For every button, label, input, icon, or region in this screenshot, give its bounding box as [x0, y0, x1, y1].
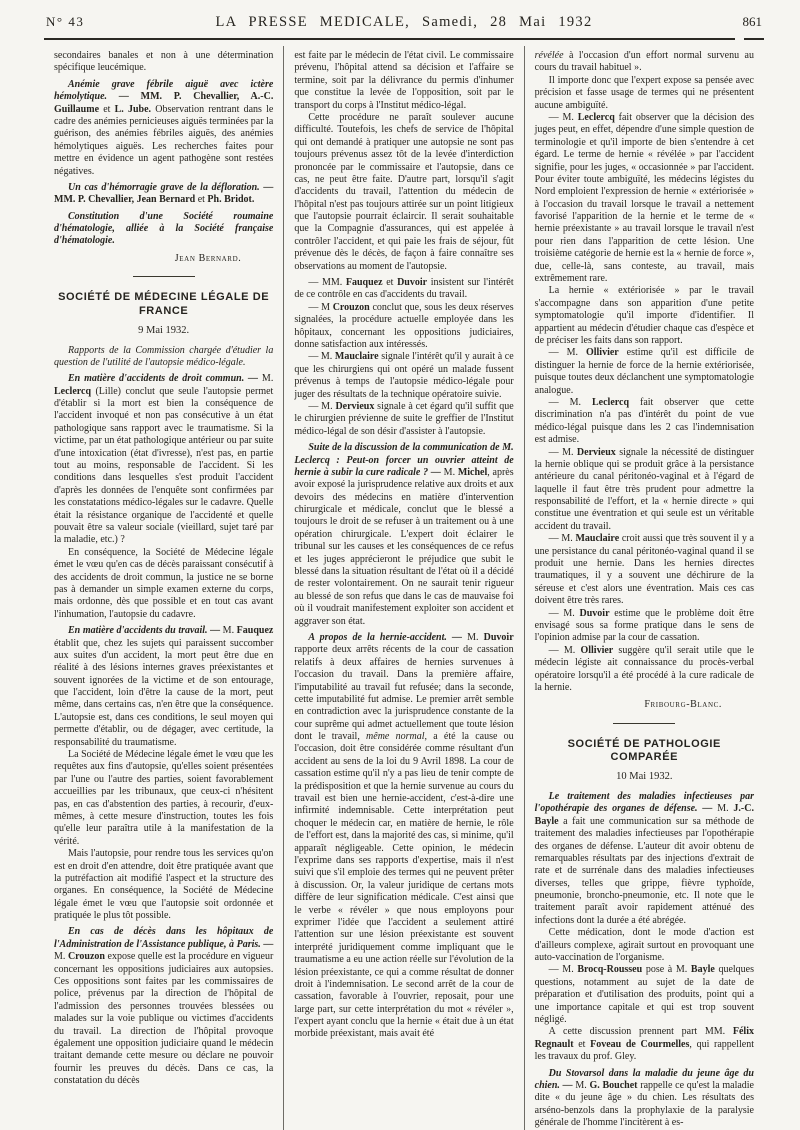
- journal-title: LA PRESSE MEDICALE, Samedi, 28 Mai 1932: [215, 14, 593, 30]
- text-run: M.: [54, 951, 68, 963]
- text-run: M.: [261, 373, 274, 385]
- text-run: En matière d'accidents du travail. —: [68, 625, 223, 637]
- paragraph: [294, 401, 513, 438]
- text-run: signale l'intérêt qu'il y aurait à ce que les chirurgiens qui ont opéré un malade fussent prévenus à temps de l'autopsie médico-légale pour juger des résultats de la technique opératoire suivie.: [294, 351, 514, 400]
- text-run: Duvoir: [397, 277, 428, 289]
- text-run: rapporte deux arrêts récents de la cour de cassation relatifs à deux affaires de hernies survenues à l'occasion du travail. Dans la première affaire, l'imputabilité au travail fut refusée; dans la seconde, cette imputabilité fut admise. Le premier arrêt semble en contradiction avec la jurisprudence constante de la cour suprême qui admet actuellement que toute lésion dont le travail,: [294, 644, 514, 743]
- paragraph: [535, 964, 754, 1026]
- text-run: — M.: [548, 964, 578, 976]
- text-run: est faite par le médecin de l'état civil. Le commissaire prévenu, l'hôpital attend sa décision et l'affaire se termine, soit par la délivrance du permis d'inhumer que constitue la levée de l'opposition, soit par le transport du corps à l'Institut médico-légal.: [294, 50, 514, 111]
- text-run: En matière d'accidents de droit commun. —: [68, 373, 262, 385]
- text-run: Crouzon: [332, 301, 370, 313]
- text-run: expose quelle est la procédure en vigueur concernant les oppositions judiciaires aux autopsies. Ces oppositions sont faites par les commissaires de police, prévenus par la direction de l'hôpital de l'admission des personnes trouvées blessées ou malades sur la voie publique ou victimes d'accidents du travail. La direction de l'hôpital provoque également une opposition judiciaire quand le médecin traitant demande cette mesure ou déclare ne pouvoir fournir les preuves du décès. Dans ce cas, la constatation du décès: [54, 951, 274, 1087]
- text-run: Leclercq: [592, 396, 630, 408]
- text-run: M.: [717, 803, 734, 815]
- paragraph: [54, 345, 273, 370]
- text-run: Suite de la discussion de la communication de M. Leclercq : Peut-on forcer un ouvrier atteint de hernie à subir la cure radicale ? —: [294, 442, 514, 478]
- paragraph: [294, 632, 513, 1041]
- text-run: fait observer que la décision des juges peut, en effet, dépendre d'une simple question de terminologie et qu'il importe de bien s'entendre à cet égard. Le terme de hernie « révélée » par l'accident signifie, pour les juges, « occasionnée » par l'accident. Pour éviter toute ambiguïté, les médecins légistes du Nord emploient l'expression de hernie « extériorisée » à l'occasion du travail lorsque le travail a nettement favorisé l'apparition de la hernie et le terme de « hernie préexistante » au travail lorsque le travail n'est pour rien dans l'apparition de cette lésion. Une troisième catégorie de hernie est la « hernie de force », due, celle-là, sans conteste, au travail, mais extrêmement rare.: [534, 111, 754, 285]
- text-run: G. Bouchet: [589, 1079, 638, 1091]
- column-left: [44, 46, 283, 1130]
- paragraph: [535, 791, 754, 927]
- paragraph: [535, 927, 754, 964]
- text-run: Le traitement des maladies infectieuses par l'opothérapie des organes de défense. —: [534, 790, 754, 815]
- paragraph: [535, 645, 754, 695]
- text-run: suggère qu'il serait utile que le médecin légiste ait connaissance du procès-verbal opératoire lorsqu'il a été procédé à la cure radicale de la hernie.: [534, 644, 754, 693]
- text-run: En conséquence, la Société de Médecine légale émet le vœu qu'en cas de décès paraissant consécutif à des accidents de droit commun, la justice ne se borne pas à demander un simple examen externe du corps, mais ordonne, dès que possible et en tout cas avant l'inhumation, l'autopsie du cadavre.: [54, 546, 274, 620]
- paragraph: [535, 347, 754, 397]
- issue-number: N° 43: [46, 14, 85, 29]
- paragraph: [54, 547, 273, 621]
- text-run: quelques questions, notamment au sujet de la date de préparation et d'utilisation des produits, point qui a une importance capitale et qui est trop souvent négligé.: [534, 964, 754, 1025]
- text-run: — M.: [548, 111, 578, 123]
- text-run: , qui rappellent les travaux du prof. Gley.: [534, 1038, 754, 1063]
- text-run: Mauclaire: [334, 351, 379, 363]
- text-run: Brocq-Rousseu: [577, 964, 643, 976]
- text-run: MM. P. Chevallier, Jean Bernard: [54, 194, 196, 206]
- paragraph: [535, 397, 754, 447]
- text-run: — M.: [548, 607, 580, 619]
- text-run: conclut que, sous les deux réserves signalées, la procédure actuelle employée dans les hôpitaux, concernant les oppositions judiciaires, donne satisfaction aux intéressés.: [294, 301, 514, 350]
- text-run: Crouzon: [67, 951, 105, 963]
- text-run: à l'occasion d'un effort normal survenu au cours du travail habituel ».: [534, 50, 754, 74]
- text-run: Bayle: [690, 964, 715, 976]
- text-run: , après avoir exposé la jurisprudence relative aux droits et aux devoirs des médecins en matière d'intervention chirurgicale et médicale, conclut que le blessé a toujours le droit de se refuser à un traitement ou à une opération chirurgicale. L'expert doit éclairer le tribunal sur les causes et les conséquences de ce refus et les juges apprécieront le préjudice que subit le blessé dans la situation résultant de l'état où il a décidé de rester volontairement. On ne saurait tenir rigueur au blessé de son refus que dans le cas de mauvaise foi où il voudrait manifestement exploiter son accident et aggraver son état.: [294, 466, 514, 627]
- text-run: — M.: [548, 644, 581, 656]
- column-middle: [283, 46, 523, 1130]
- text-run: Ph. Bridot.: [207, 194, 255, 206]
- text-run: établit que, chez les sujets qui paraissent succomber aux suites d'un accident, la mort peut être due en réalité à des lésions internes graves préexistantes et souvent ignorées de la victime et de son entourage, que l'accident, loin d'être la cause de la mort, peut même, dans certains cas, n'en être que la conséquence. L'autopsie est, dans ces conditions, le seul moyen qui permette d'établir, ou de dégager, avec certitude, la responsabilité du traumatisme.: [54, 637, 274, 748]
- section-divider: [133, 276, 195, 277]
- header-rule-short: [744, 38, 764, 40]
- paragraph: [535, 75, 754, 112]
- paragraph: [54, 182, 273, 207]
- paragraph: [54, 749, 273, 848]
- text-run: signale à cet égard qu'il suffit que le chirurgien prévienne de suite le greffier de l'Institut médico-légal de son désir d'assister à l'autopsie.: [294, 400, 514, 437]
- paragraph: [54, 79, 273, 178]
- text-run: Félix Regnault: [534, 1026, 754, 1050]
- text-run: croit aussi que très souvent il y a une persistance du canal péritonéo-vaginal quand il se produit une hernie. Dans les hernies directes traumatiques, il y a souvent une déchirure de la séreuse et c'est alors une éventration. Mais ces cas doivent être très rares.: [534, 533, 754, 607]
- paragraph-continuation: [54, 50, 273, 75]
- text-run: — M.: [548, 446, 577, 458]
- paragraph: [535, 1068, 754, 1130]
- header-rule: [44, 38, 764, 40]
- text-run: a fait une communication sur sa méthode de traitement des maladies infectieuses par l'opothérapie des organes de défense. L'auteur dit avoir obtenu de remarquables résultats par des injections d'extrait de rate et de surrénale dans des maladies infectieuses diverses, telles que grippe, fièvre typhoïde, pneumonie, broncho-pneumonie, etc. Il note que le traitement paraît avoir rapidement atténué des infections dont la durée a été abrégée.: [534, 815, 754, 926]
- paragraph: [535, 447, 754, 534]
- text-run: et: [573, 1038, 591, 1050]
- text-run: , a été la cause ou l'occasion, doit être considérée comme résultant d'un accident au sens de la loi du 9 Avril 1898. La cour de cassation estime qu'il n'y a pas lieu de tenir compte de la prédisposition et que la hernie survenue au cours du travail est bien une hernie-accident, c'est-à-dire une infirmité indemnisable. Cette interprétation peut choquer le médecin car, en matière de hernie, le rôle de l'effort est, dans la majorité des cas, si minime, qu'il apparaît négligeable. Cette opinion, le médecin l'exprime dans ses rapports d'expertise, mais il n'est suivi que s'il emploie des termes qui ne peuvent prêter à discussion. Or, la valeur juridique de certans mots diffère de leur signification médicale. C'est ainsi que le verbe « révéler » que nous employons pour exprimer l'idée que l'accident a seulement attiré l'attention sur une lésion préexistante est souvent interprété juridiquement comme impliquant que le traumatisme a eu une action réelle sur l'évolution de la lésion préexistante, ce qui a comme résultat de donner droit à l'indemnisation. Le second arrêt de la cour de cassation, favorable à l'ouvrier, reposait, pour une large part, sur cette interprétation du mot « révéler », l'expert ayant conclu que la hernie « était due à un état morbide préexistant, mais avait été: [294, 731, 514, 1040]
- paragraph: [294, 277, 513, 302]
- text-run: M.: [222, 625, 237, 637]
- text-run: Du Stovarsol dans la maladie du jeune âge du chien. —: [534, 1067, 754, 1091]
- page-header: [44, 6, 764, 35]
- text-columns: [44, 46, 764, 1130]
- text-run: Mauclaire: [575, 533, 620, 545]
- paragraph: [54, 211, 273, 248]
- text-run: Anémie grave fébrile aiguë avec ictère hémolytique. —: [54, 78, 274, 103]
- paragraph: [535, 112, 754, 285]
- page-number: 861: [742, 14, 762, 29]
- paragraph: [294, 302, 513, 352]
- text-run: Dervieux: [576, 446, 616, 458]
- text-run: — M.: [548, 396, 592, 408]
- text-run: Foveau de Courmelles: [590, 1038, 690, 1050]
- text-run: Constitution d'une Société roumaine d'hématologie, alliée à la Société française d'hématologie.: [54, 210, 274, 247]
- text-run: — MM.: [308, 277, 346, 289]
- text-run: et: [382, 277, 398, 289]
- text-run: Fauquez: [236, 625, 274, 637]
- paragraph: [535, 285, 754, 347]
- paragraph: [535, 1026, 754, 1063]
- text-run: estime qu'il est difficile de distinguer la hernie de force de la hernie extériorisée, puisque toutes deux déclanchent une symptomatologie analogue.: [534, 347, 754, 396]
- text-run: Cette médication, dont le mode d'action est d'ailleurs complexe, agirait surtout en provoquant une auto-vaccination de l'organisme.: [534, 927, 754, 964]
- text-run: J.-C. Bayle: [534, 803, 754, 827]
- text-run: signale la nécessité de distinguer la hernie oblique qui se produit grâce à la persistance antérieure du canal péritonéo-vaginal et à l'égard de laquelle il faut être très prudent pour admettre la responsabilité de l'effort, et la « hernie directe » qui constitue une éventration et qui seule est un véritable accident du travail.: [534, 446, 754, 532]
- text-run: — M.: [548, 347, 586, 359]
- session-date: 10 Mai 1932.: [616, 770, 673, 782]
- text-run: M.: [467, 631, 484, 643]
- text-run: pose à M.: [642, 964, 691, 976]
- text-run: — M.: [548, 533, 576, 545]
- text-run: et: [195, 194, 208, 206]
- text-run: Leclercq: [54, 385, 92, 397]
- text-run: Rapports de la Commission chargée d'étudier la question de l'utilité de l'autopsie médico-légale.: [54, 344, 274, 368]
- text-run: La Société de Médecine légale émet le vœu que les requêtes aux fins d'autopsie, qu'elles soient présentées par l'une ou l'autre des parties, soient favorablement accueillies par les tribunaux, que ceux-ci n'hésitent pas, en cas d'abstention des parties, à recourir, d'eux-mêmes, à cette mesure d'instruction, toutes les fois qu'elle leur paraîtra utile à la manifestation de la vérité.: [54, 749, 274, 847]
- text-run: Observation rentrant dans le cadre des anémies pernicieuses aiguës terminées par la guérison, des anémies fébriles aiguës, des anémies hémolytiques aiguës. Les recherches faites pour mettre en évidence un agent pathogène sont restées négatives.: [54, 103, 274, 177]
- paragraph: [54, 926, 273, 1087]
- text-run: Mais l'autopsie, pour rendre tous les services qu'on est en droit d'en attendre, doit être pratiquée avant que la putréfaction ait modifié l'aspect et la structure des organes. En conséquence, la Société de Médecine légale émet le vœu que l'autopsie soit ordonnée et pratiquée le plus tôt possible.: [54, 848, 274, 922]
- text-run: même normal: [366, 731, 425, 743]
- paragraph: [535, 533, 754, 607]
- text-run: — M: [308, 301, 333, 313]
- paragraph-continuation: [535, 50, 754, 75]
- text-run: Il importe donc que l'expert expose sa pensée avec précision et fasse usage de termes qui ne présentent aucune ambiguïté.: [534, 74, 754, 111]
- text-run: — M.: [308, 351, 335, 363]
- text-run: rappelle ce qu'est la maladie dite « du jeune âge » du chien. Les résultats des arséno-benzols dans la prophylaxie de la paralysie générale de l'homme l'incitèrent à es-: [534, 1079, 754, 1129]
- text-run: et: [99, 103, 115, 115]
- paragraph: [54, 373, 273, 546]
- author-signature: Jean Bernard.: [174, 252, 242, 264]
- paragraph-continuation: [294, 50, 513, 112]
- text-run: Un cas d'hémorragie grave de la défloration. —: [68, 181, 274, 193]
- text-run: Cette procédure ne paraît soulever aucune difficulté. Toutefois, les chefs de service de l'hôpital qui ont demandé à pratiquer une autopsie ne sont pas toujours prévenus assez tôt de la levée d'interdiction prononcée par le commissaire et l'autopsie, dans ce cas, ne peut être faite. D'autre part, lorsqu'il s'agit d'accidents du travail, l'attention du médecin de l'hôpital n'est pas toujours attirée sur un point litigieux que l'autopsie pourrait éclaircir. Il serait souhaitable que la Compagnie d'assurances, qui est appelée à contrôler l'accident, et qui paie les frais de séjour, fût prévenue dès le décès, de façon à faire connaître ses observations au moment de l'autopsie.: [294, 111, 514, 272]
- text-run: (Lille) conclut que seule l'autopsie permet d'établir si la mort est bien la conséquence de l'accident invoqué et non pas consécutive à un état pathologique sans rapport avec le traumatisme. Si la victime, par un état pathologique antérieur ou par suite d'une intoxication (état d'ivresse), n'est pas, en partie tout au moins, responsable de l'accident. Si les conditions dans lesquelles s'est produit l'accident d'après les données de l'enquête sont confirmées par les constatations médico-légales sur le cadavre. Quelle était la résistance organique de l'accidenté et quelle pouvait être sa valeur sociale (vieillard, sujet taré par la maladie, etc.) ?: [54, 385, 274, 546]
- header-rule-long: [44, 38, 735, 40]
- text-run: Leclercq: [577, 111, 615, 123]
- text-run: MM. P. Chevallier, A.-C. Guillaume: [54, 91, 274, 115]
- text-run: Dervieux: [335, 400, 375, 412]
- text-run: Ollivier: [580, 644, 614, 656]
- paragraph: [54, 848, 273, 922]
- text-run: Ollivier: [585, 347, 619, 359]
- section-title: SOCIÉTÉ DE MÉDECINE LÉGALE DE FRANCE: [58, 291, 270, 317]
- text-run: M.: [443, 466, 458, 478]
- text-run: insistent sur l'intérêt de ce contrôle en cas d'accidents du travail.: [294, 277, 514, 301]
- text-run: Fauquez: [345, 277, 383, 289]
- text-run: estime que le problème doit être envisagé sous sa forme pratique dans le sens de l'opinion admise par la cour de cassation.: [534, 607, 754, 644]
- paragraph: [294, 112, 513, 273]
- text-run: fait observer que cette discrimination n'a pas d'intérêt du point de vue médico-légal puisque dans les 2 cas l'indemnisation est admise.: [534, 396, 754, 446]
- section-divider: [613, 723, 675, 724]
- text-run: — M.: [308, 400, 336, 412]
- text-run: M.: [575, 1079, 590, 1091]
- section-title: SOCIÉTÉ DE PATHOLOGIE COMPARÉE: [567, 737, 721, 764]
- text-run: L. Jube.: [114, 103, 152, 115]
- paragraph: [294, 351, 513, 401]
- text-run: Michel: [457, 466, 488, 478]
- text-run: La hernie « extériorisée » par le travail s'accompagne dans son apparition d'une petite symptomatologie qu'il importe d'identifier. Il appartient au médecin d'étudier chaque cas d'espèce et de préciser les faits dans son rapport.: [534, 285, 754, 346]
- text-run: Duvoir: [579, 607, 610, 619]
- author-signature: Fribourg-Blanc.: [644, 699, 722, 711]
- paragraph: [54, 625, 273, 749]
- paragraph: [294, 442, 513, 628]
- text-run: secondaires banales et non à une détermination spécifique leucémique.: [54, 50, 274, 74]
- column-right: [524, 46, 764, 1130]
- text-run: En cas de décès dans les hôpitaux de l'Administration de l'Assistance publique, à Paris. —: [54, 926, 274, 950]
- text-run: A propos de la hernie-accident. —: [308, 631, 468, 643]
- text-run: révélée: [534, 50, 564, 61]
- session-date: 9 Mai 1932.: [138, 324, 190, 336]
- paragraph: [535, 608, 754, 645]
- text-run: A cette discussion prennent part MM.: [548, 1026, 733, 1038]
- text-run: Duvoir: [483, 631, 514, 643]
